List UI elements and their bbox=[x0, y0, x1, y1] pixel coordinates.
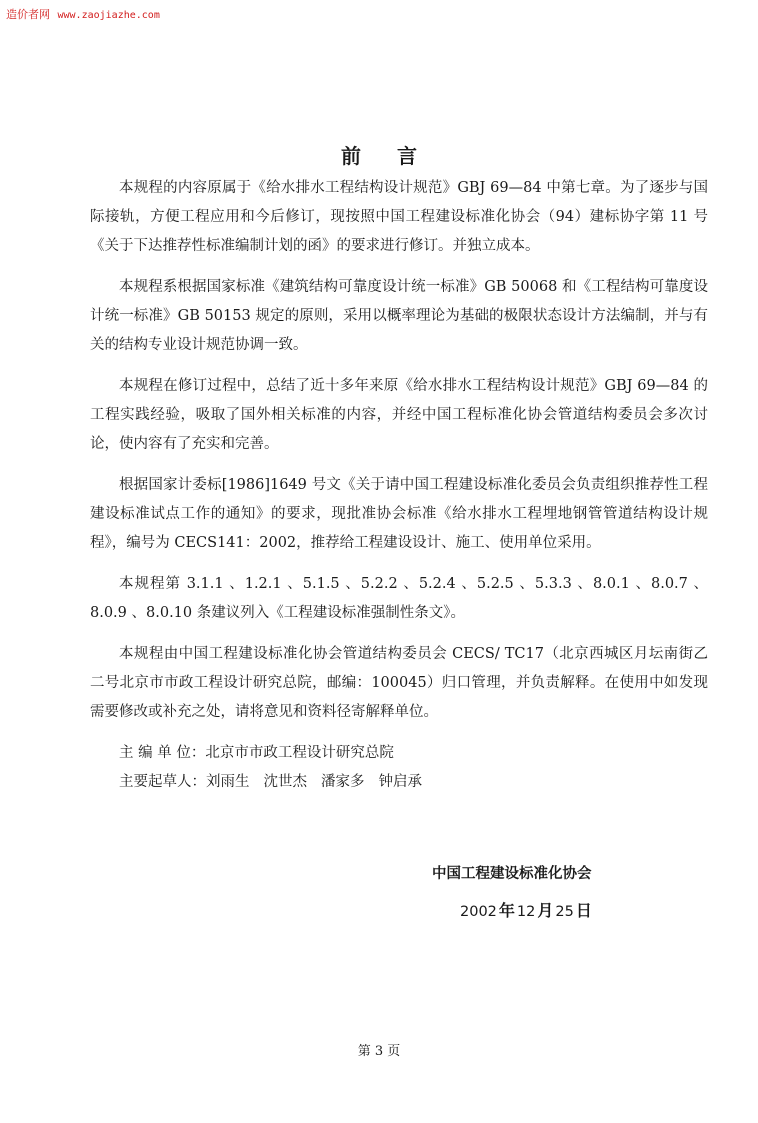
paragraph-mandatory-clauses: 本规程第 3.1.1 、1.2.1 、5.1.5 、5.2.2 、5.2.4 、5.2.5 、5.3.3 、8.0.1 、8.0.7 、8.0.9 、8.0.10 条建议列入《工程建设标准强制性条文》。 bbox=[90, 576, 708, 621]
date-year: 2002 bbox=[460, 904, 497, 920]
preface-body bbox=[90, 174, 708, 797]
date-month-unit: 月 bbox=[537, 901, 554, 920]
drafters-label: 主要起草人： bbox=[119, 774, 206, 790]
date-day: 25 bbox=[555, 904, 574, 920]
editor-unit-label: 主 编 单 位： bbox=[119, 745, 206, 761]
editor-unit-line bbox=[90, 739, 708, 768]
issue-date bbox=[460, 898, 594, 921]
drafter-name: 刘雨生 bbox=[206, 774, 250, 790]
paragraph-approval: 根据国家计委标[1986]1649 号文《关于请中国工程建设标准化委员会负责组织推荐性工程建设标准试点工作的通知》的要求，现批准协会标准《给水排水工程埋地钢管管道结构设计规程》，编号为 CECS141：2002，推荐给工程建设设计、施工、使用单位采用。 bbox=[90, 477, 708, 551]
issuer-signature: 中国工程建设标准化协会 bbox=[432, 866, 592, 882]
drafter-name: 沈世杰 bbox=[263, 774, 307, 790]
watermark-label: 造价者网 bbox=[6, 8, 50, 21]
site-watermark bbox=[6, 6, 160, 22]
page-number: 第 3 页 bbox=[357, 1044, 401, 1059]
paragraph-origin: 本规程的内容原属于《给水排水工程结构设计规范》GBJ 69—84 中第七章。为了逐步与国际接轨，方便工程应用和今后修订，现按照中国工程建设标准化协会（94）建标协字第 11 号《关于下达推荐性标准编制计划的函》的要求进行修订。并独立成本。 bbox=[90, 180, 708, 254]
drafter-name: 钟启承 bbox=[378, 774, 422, 790]
date-year-unit: 年 bbox=[498, 901, 515, 920]
paragraph-management: 本规程由中国工程建设标准化协会管道结构委员会 CECS/ TC17（北京西城区月坛南街乙二号北京市市政工程设计研究总院，邮编：100045）归口管理，并负责解释。在使用中如发现需要修改或补充之处，请将意见和资料径寄解释单位。 bbox=[90, 646, 708, 720]
date-day-unit: 日 bbox=[575, 901, 592, 920]
watermark-url: www.zaojiazhe.com bbox=[57, 10, 160, 21]
editor-unit-value: 北京市市政工程设计研究总院 bbox=[205, 745, 394, 761]
drafter-name: 潘家多 bbox=[321, 774, 365, 790]
page-title: 前言 bbox=[341, 144, 453, 168]
paragraph-revision: 本规程在修订过程中，总结了近十多年来原《给水排水工程结构设计规范》GBJ 69—84 的工程实践经验，吸取了国外相关标准的内容，并经中国工程标准化协会管道结构委员会多次讨论，使内容有了充实和完善。 bbox=[90, 378, 708, 452]
date-month: 12 bbox=[516, 904, 536, 920]
drafters-line bbox=[90, 768, 708, 797]
paragraph-basis: 本规程系根据国家标准《建筑结构可靠度设计统一标准》GB 50068 和《工程结构可靠度设计统一标准》GB 50153 规定的原则，采用以概率理论为基础的极限状态设计方法编制，并与有关的结构专业设计规范协调一致。 bbox=[90, 279, 708, 353]
